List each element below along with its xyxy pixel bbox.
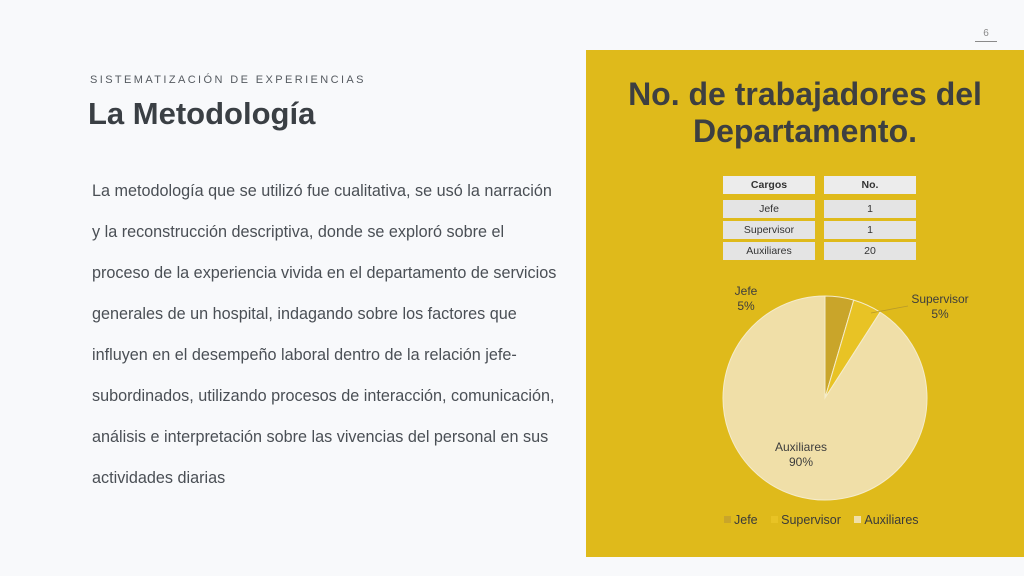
data-label-auxiliares-percent: 90%: [788, 455, 814, 469]
page-number-rule: [975, 41, 997, 42]
pie-slice-auxiliares: [723, 296, 927, 500]
chart-title: No. de trabajadores del Departamento.: [628, 76, 982, 149]
table-cell-no-supervisor: 1: [824, 221, 916, 239]
legend-swatch-auxiliares: [854, 516, 861, 523]
section-eyebrow: SISTEMATIZACIÓN DE EXPERIENCIAS: [90, 74, 366, 86]
legend-item-supervisor: [771, 513, 841, 527]
table-cell-cargo-jefe: Jefe: [723, 200, 815, 218]
table-header-cargos: Cargos: [723, 176, 815, 194]
table-header-no: No.: [824, 176, 916, 194]
legend-item-jefe: [724, 513, 758, 527]
table-cell-cargo-auxiliares: Auxiliares: [723, 242, 815, 260]
legend-label-jefe: Jefe: [734, 513, 758, 527]
page-number: 6: [983, 28, 989, 39]
table-cell-cargo-supervisor: Supervisor: [723, 221, 815, 239]
legend-swatch-supervisor: [771, 516, 778, 523]
data-label-supervisor-percent: 5%: [931, 307, 949, 321]
data-label-supervisor: Supervisor: [911, 292, 969, 306]
data-label-jefe-percent: 5%: [737, 299, 755, 313]
pie-chart: [586, 50, 1024, 557]
table-cell-no-jefe: 1: [824, 200, 916, 218]
page-title: La Metodología: [88, 96, 316, 131]
legend-label-supervisor: Supervisor: [781, 513, 841, 527]
body-paragraph: La metodología que se utilizó fue cualitativa, se usó la narración y la reconstrucción descriptiva, donde se exploró sobre el proceso de la experiencia vivida en el departamento de servicios generales de un hospital, indagando sobre los factores que influyen en el desempeño laboral dentro de la relación jefe- subordinados, utilizando procesos de interacción, comunicación, análisis e interpretación sobre las vivencias del personal en sus actividades diarias: [92, 182, 557, 487]
legend-item-auxiliares: [854, 513, 918, 527]
chart-legend: [724, 513, 929, 527]
legend-label-auxiliares: Auxiliares: [864, 513, 919, 527]
legend-swatch-jefe: [724, 516, 731, 523]
data-label-auxiliares: Auxiliares: [774, 440, 828, 454]
chart-panel: [586, 50, 1024, 557]
data-label-jefe: Jefe: [734, 284, 758, 298]
table-cell-no-auxiliares: 20: [824, 242, 916, 260]
